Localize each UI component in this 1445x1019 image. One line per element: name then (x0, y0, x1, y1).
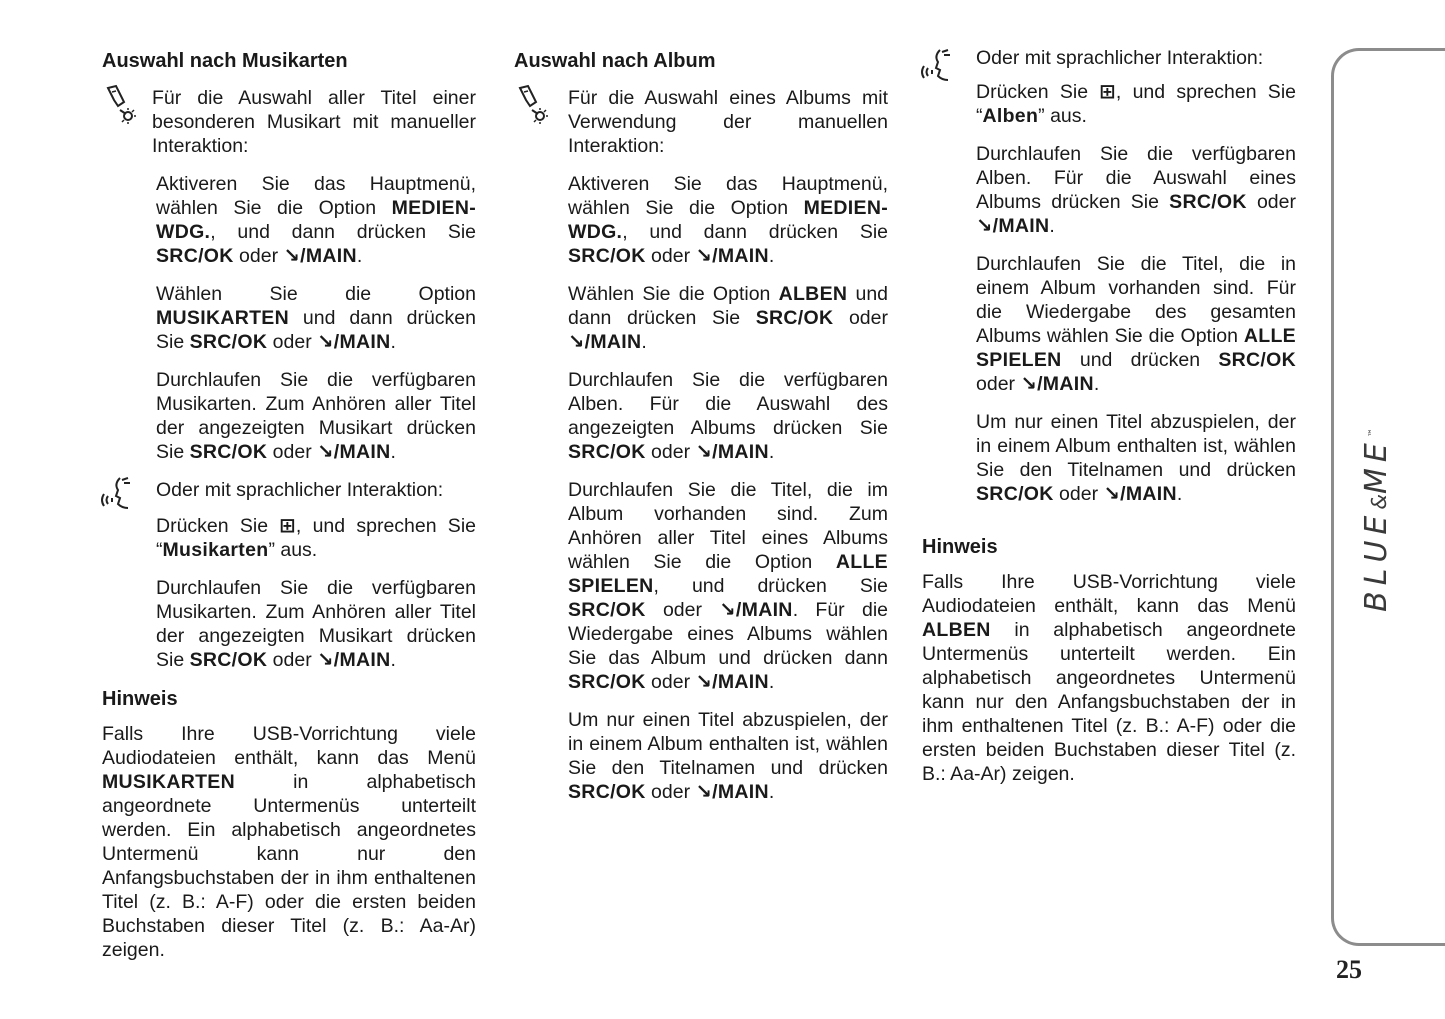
manual-intro: Für die Auswahl aller Titel einer besonderen Musikart mit manueller Interaktion: (152, 87, 476, 157)
manual-intro: Für die Auswahl eines Albums mit Verwendung der manuellen Interaktion: (568, 87, 888, 157)
speaking-head-icon (918, 46, 958, 90)
windows-key-icon: ⊞ (1099, 81, 1116, 103)
voice-intro: Oder mit sprachlicher Interaktion: (156, 479, 444, 501)
voice-step-3: Durchlaufen Sie die Titel, die in einem Album vorhanden sind. Für die Wiedergabe des gesamten Albums wählen Sie die Option ALLE SPIELEN und drücken SRC/OK oder ↘/MAIN. (976, 253, 1296, 395)
column-1 (102, 48, 476, 962)
voice-step-1: Drücken Sie ⊞, und sprechen Sie “Alben” aus. (976, 81, 1296, 127)
voice-intro: Oder mit sprachlicher Interaktion: (976, 47, 1264, 69)
step-1: Aktiveren Sie das Hauptmenü, wählen Sie die Option MEDIEN-WDG., und dann drücken Sie SRC/OK oder ↘/MAIN. (568, 173, 888, 267)
step-4: Durchlaufen Sie die Titel, die im Album vorhanden sind. Zum Anhören aller Titel eines Albums wählen Sie die Option ALLE SPIELEN, und drücken Sie SRC/OK oder ↘/MAIN. Für die Wiedergabe eines Albums wählen Sie das Album und drücken dann SRC/OK oder ↘/MAIN. (568, 479, 888, 693)
hand-press-icon (510, 84, 550, 128)
voice-step-4: Um nur einen Titel abzuspielen, der in einem Album enthalten ist, wählen Sie den Titelnamen und drücken SRC/OK oder ↘/MAIN. (976, 411, 1296, 505)
voice-step-2: Durchlaufen Sie die verfügbaren Musikarten. Zum Anhören aller Titel der angezeigten Musikart drücken Sie SRC/OK oder ↘/MAIN. (156, 577, 476, 671)
windows-key-icon: ⊞ (279, 515, 296, 537)
note-heading: Hinweis (922, 536, 998, 558)
voice-interaction-block (102, 478, 476, 502)
page-number: 25 (1336, 955, 1362, 984)
brand-logo: BLUE&ME™ (1359, 428, 1394, 612)
voice-step-1: Drücken Sie ⊞, und sprechen Sie “Musikarten” aus. (156, 515, 476, 561)
speaking-head-icon (98, 474, 138, 518)
step-3: Durchlaufen Sie die verfügbaren Alben. Für die Auswahl des angezeigten Albums drücken Sie SRC/OK oder ↘/MAIN. (568, 369, 888, 463)
voice-step-2: Durchlaufen Sie die verfügbaren Alben. Für die Auswahl eines Albums drücken Sie SRC/OK oder ↘/MAIN. (976, 143, 1296, 237)
step-1: Aktiveren Sie das Hauptmenü, wählen Sie die Option MEDIEN-WDG., und dann drücken Sie SRC/OK oder ↘/MAIN. (156, 173, 476, 267)
step-2: Wählen Sie die Option MUSIKARTEN und dann drücken Sie SRC/OK oder ↘/MAIN. (156, 283, 476, 353)
column-3 (922, 46, 1296, 786)
section-heading-album: Auswahl nach Album (514, 50, 716, 72)
section-heading-musikarten: Auswahl nach Musikarten (102, 50, 348, 72)
column-2 (514, 48, 888, 818)
step-2: Wählen Sie die Option ALBEN und dann drücken Sie SRC/OK oder ↘/MAIN. (568, 283, 889, 353)
step-3: Durchlaufen Sie die verfügbaren Musikarten. Zum Anhören aller Titel der angezeigten Musikart drücken Sie SRC/OK oder ↘/MAIN. (156, 369, 476, 463)
step-5: Um nur einen Titel abzuspielen, der in einem Album enthalten ist, wählen Sie den Titelnamen und drücken SRC/OK oder ↘/MAIN. (568, 709, 888, 803)
note-heading: Hinweis (102, 688, 178, 710)
voice-interaction-block (922, 46, 1296, 70)
hand-press-icon (98, 84, 138, 128)
note-text: Falls Ihre USB-Vorrichtung viele Audiodateien enthält, kann das Menü MUSIKARTEN in alphabetisch angeordnete Untermenüs unterteilt werden. Ein alphabetisch angeordnetes Untermenü kann nur den Anfangsbuchstaben der in ihm enthaltenen Titel (z. B.: A-F) oder die ersten beiden Buchstaben dieser Titel (z. B.: Aa-Ar) zeigen. (102, 723, 476, 961)
note-text: Falls Ihre USB-Vorrichtung viele Audiodateien enthält, kann das Menü ALBEN in alphabetisch angeordnete Untermenüs unterteilt werden. Ein alphabetisch angeordnetes Untermenü kann nur den Anfangsbuchstaben der in ihm enthaltenen Titel (z. B.: A-F) oder die ersten beiden Buchstaben dieser Titel (z. B.: Aa-Ar) zeigen. (922, 571, 1296, 785)
manual-interaction-block (102, 86, 476, 158)
manual-interaction-block (514, 86, 888, 158)
